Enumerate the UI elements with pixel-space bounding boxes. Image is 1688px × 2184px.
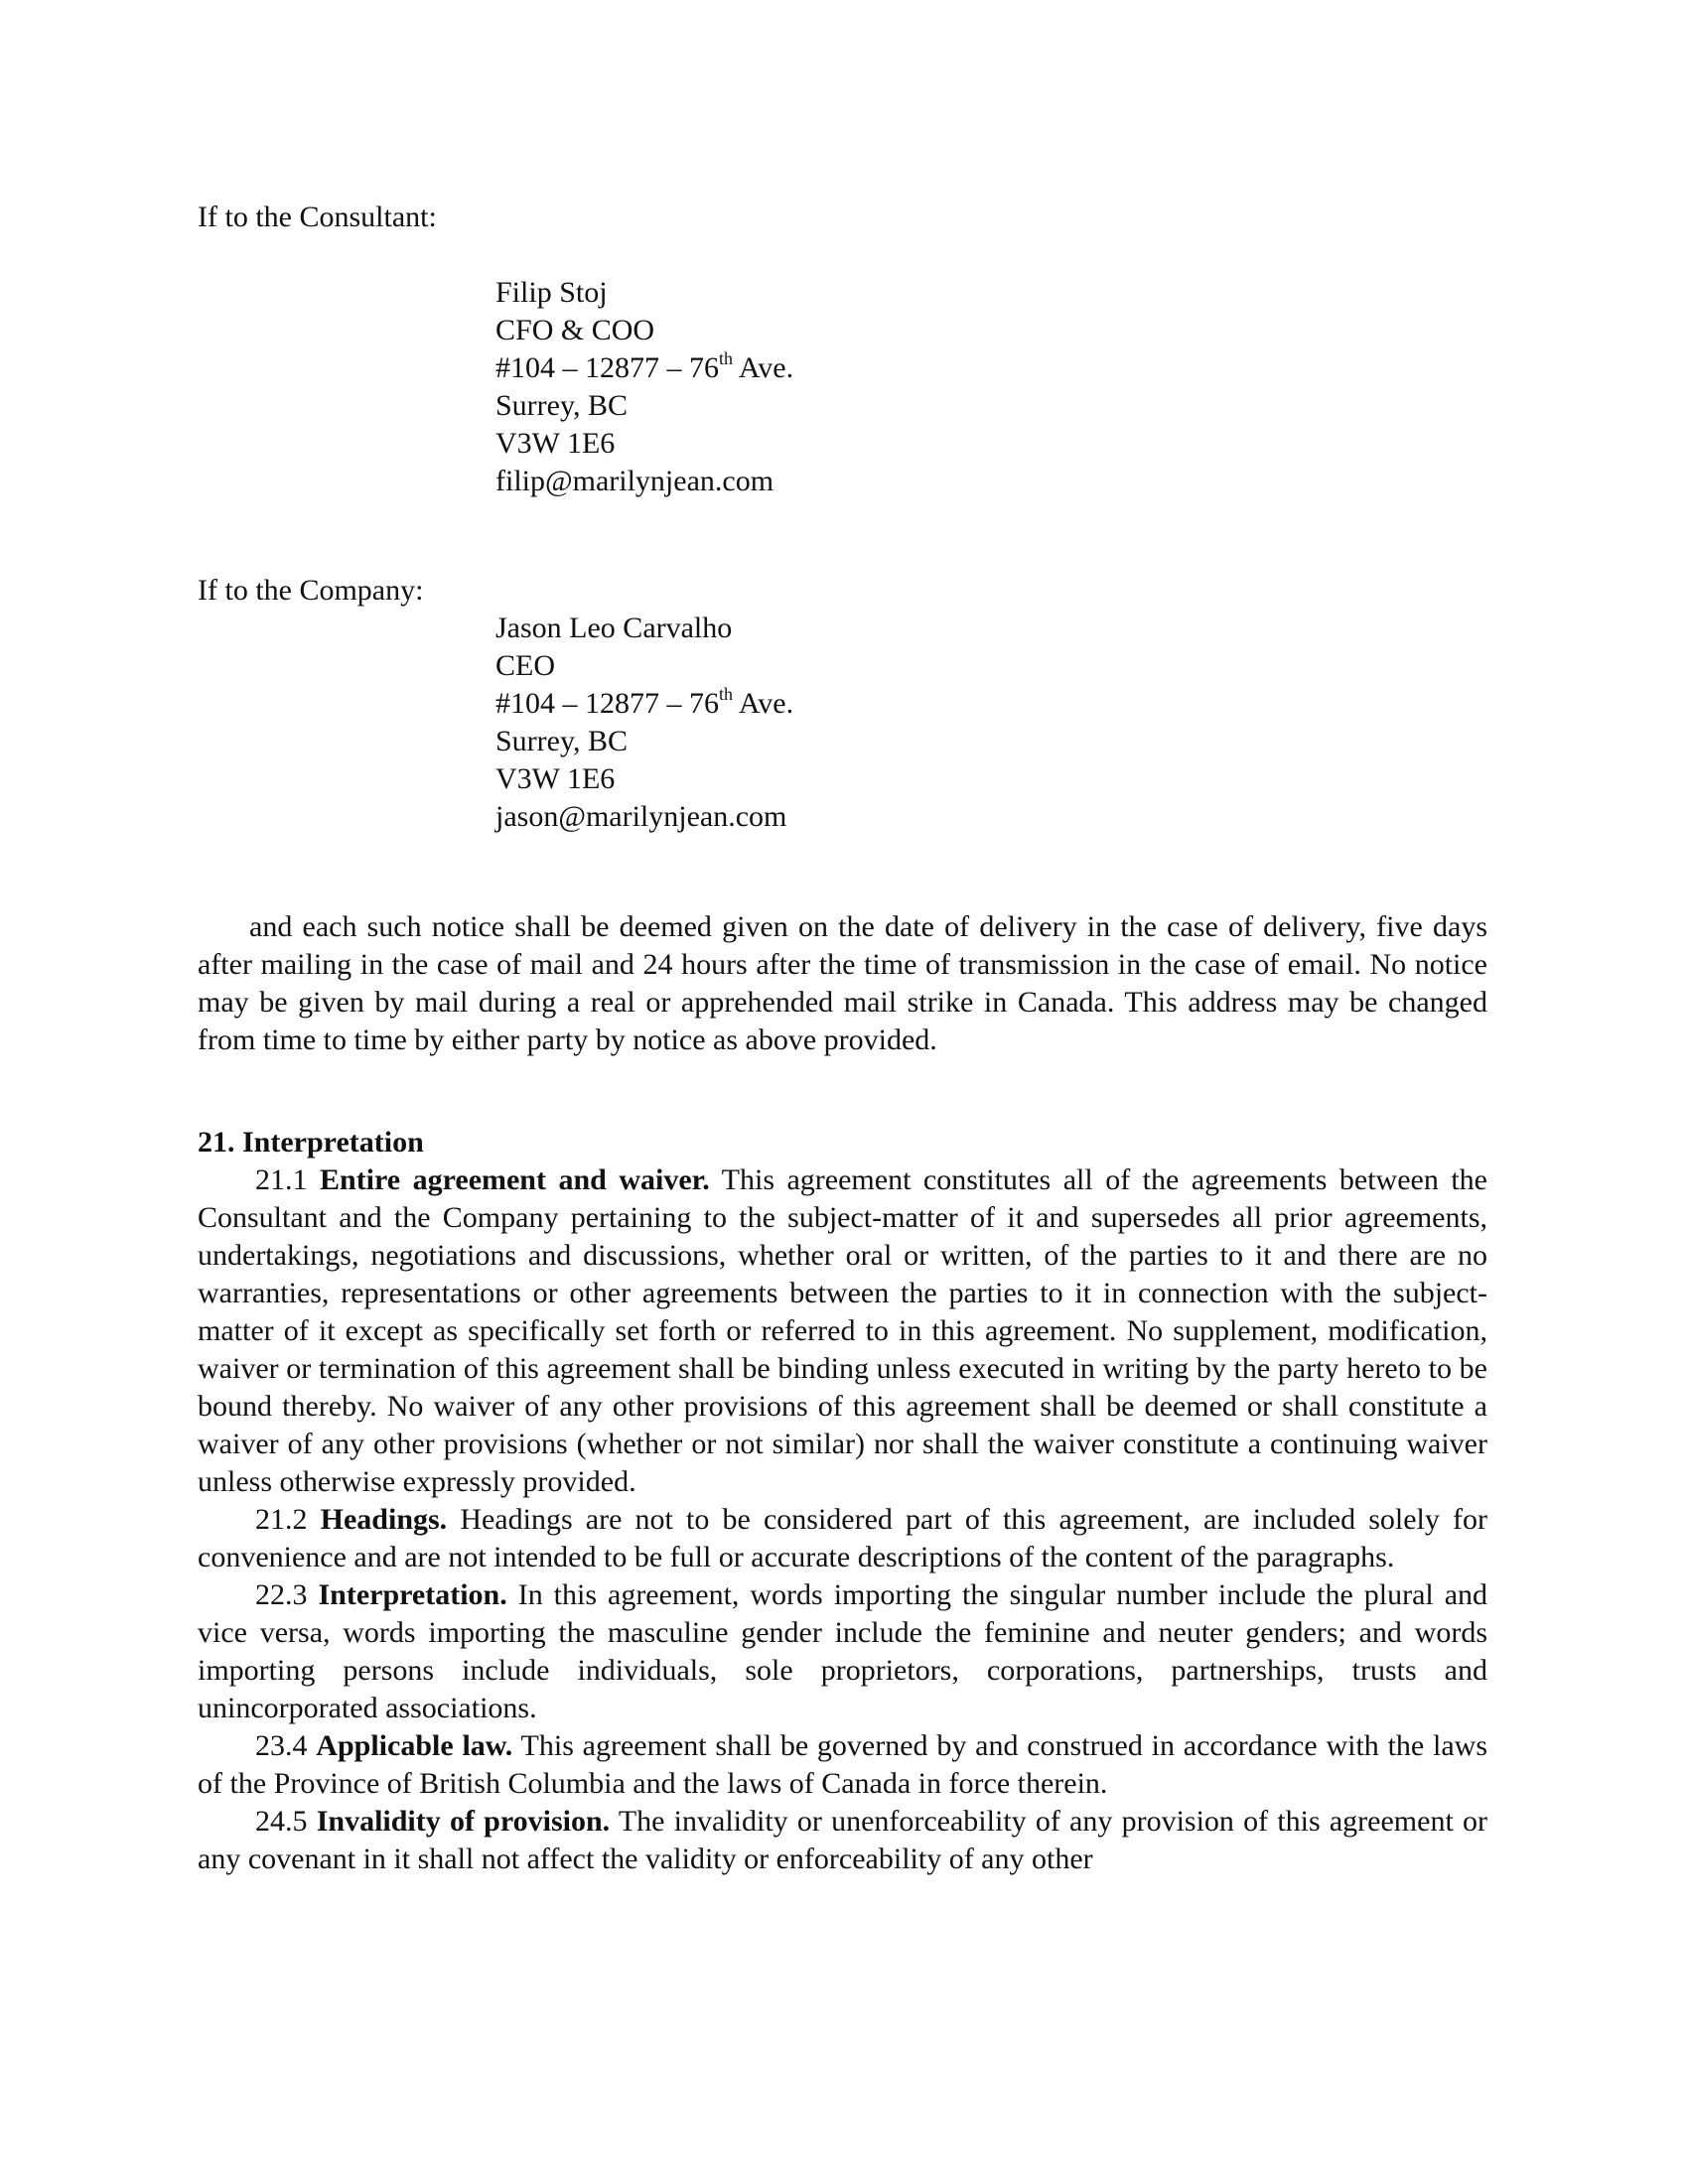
company-street-number: #104 – 12877 – 76 <box>495 687 719 720</box>
clause-number: 23.4 <box>255 1729 317 1762</box>
clauses-block <box>198 1161 1487 1878</box>
consultant-street-ordinal: th <box>719 348 734 368</box>
consultant-postal-code: V3W 1E6 <box>495 427 616 460</box>
clause-title: Headings. <box>320 1503 448 1536</box>
clause-24-5 <box>198 1803 1487 1878</box>
company-label: If to the Company: <box>198 574 424 607</box>
company-street <box>495 685 793 723</box>
clause-text: The invalidity or unenforceability of any provision of this agreement or any covenant in it shall not affect the validity or enforceability of any other <box>198 1805 1487 1875</box>
clause-title: Interpretation. <box>318 1578 507 1611</box>
consultant-address-block <box>495 274 793 500</box>
clause-text: This agreement shall be governed by and construed in accordance with the laws of the Province of British Columbia and the laws of Canada in force therein. <box>198 1729 1488 1800</box>
consultant-label: If to the Consultant: <box>198 201 437 233</box>
clause-number: 22.3 <box>255 1578 319 1611</box>
company-street-suffix: Ave. <box>733 687 794 720</box>
consultant-email: filip@marilynjean.com <box>495 465 774 497</box>
company-title: CEO <box>495 649 555 682</box>
clause-21-1 <box>198 1161 1487 1501</box>
clause-22-3 <box>198 1576 1487 1727</box>
consultant-street <box>495 349 793 387</box>
consultant-name: Filip Stoj <box>495 276 608 309</box>
notice-paragraph: and each such notice shall be deemed given on the date of delivery in the case of delivery, five days after mailing in the case of mail and 24 hours after the time of transmission in the case of email. No notice may be given by mail during a real or apprehended mail strike in Canada. This address may be changed from time to time by either party by notice as above provided. <box>198 910 1487 1056</box>
clause-number: 21.1 <box>255 1163 320 1196</box>
clause-text: In this agreement, words importing the singular number include the plural and vice versa, words importing the masculine gender include the feminine and neuter genders; and words importing persons include individuals, sole proprietors, corporations, partnerships, trusts and unincorporated associations. <box>198 1578 1488 1724</box>
clause-23-4 <box>198 1727 1487 1803</box>
consultant-title: CFO & COO <box>495 314 655 346</box>
company-name: Jason Leo Carvalho <box>495 612 733 644</box>
clause-text: Headings are not to be considered part of this agreement, are included solely for convenience and are not intended to be full or accurate descriptions of the content of the paragraphs. <box>198 1503 1488 1573</box>
company-email: jason@marilynjean.com <box>495 800 787 833</box>
section-heading: 21. Interpretation <box>198 1126 424 1159</box>
clause-number: 24.5 <box>255 1805 317 1838</box>
consultant-street-suffix: Ave. <box>733 351 794 384</box>
consultant-city: Surrey, BC <box>495 389 629 422</box>
clause-21-2 <box>198 1501 1487 1576</box>
company-postal-code: V3W 1E6 <box>495 762 616 795</box>
clause-number: 21.2 <box>255 1503 321 1536</box>
clause-title: Invalidity of provision. <box>316 1805 611 1838</box>
clause-text: This agreement constitutes all of the agreements between the Consultant and the Company pertaining to the subject-matter of it and supersedes all prior agreements, undertakings, negotiations and discussions, whether oral or written, of the parties to it and there are no warranties, representations or other agreements between the parties to it in connection with the subject-matter of it except as specifically set forth or referred to in this agreement. No supplement, modification, waiver or termination of this agreement shall be binding unless executed in writing by the party hereto to be bound thereby. No waiver of any other provisions of this agreement shall be deemed or shall constitute a waiver of any other provisions (whether or not similar) nor shall the waiver constitute a continuing waiver unless otherwise expressly provided. <box>198 1163 1487 1498</box>
consultant-street-number: #104 – 12877 – 76 <box>495 351 719 384</box>
company-city: Surrey, BC <box>495 725 629 757</box>
clause-title: Entire agreement and waiver. <box>320 1163 710 1196</box>
company-address-block <box>495 610 793 836</box>
company-street-ordinal: th <box>719 684 734 704</box>
clause-title: Applicable law. <box>316 1729 513 1762</box>
